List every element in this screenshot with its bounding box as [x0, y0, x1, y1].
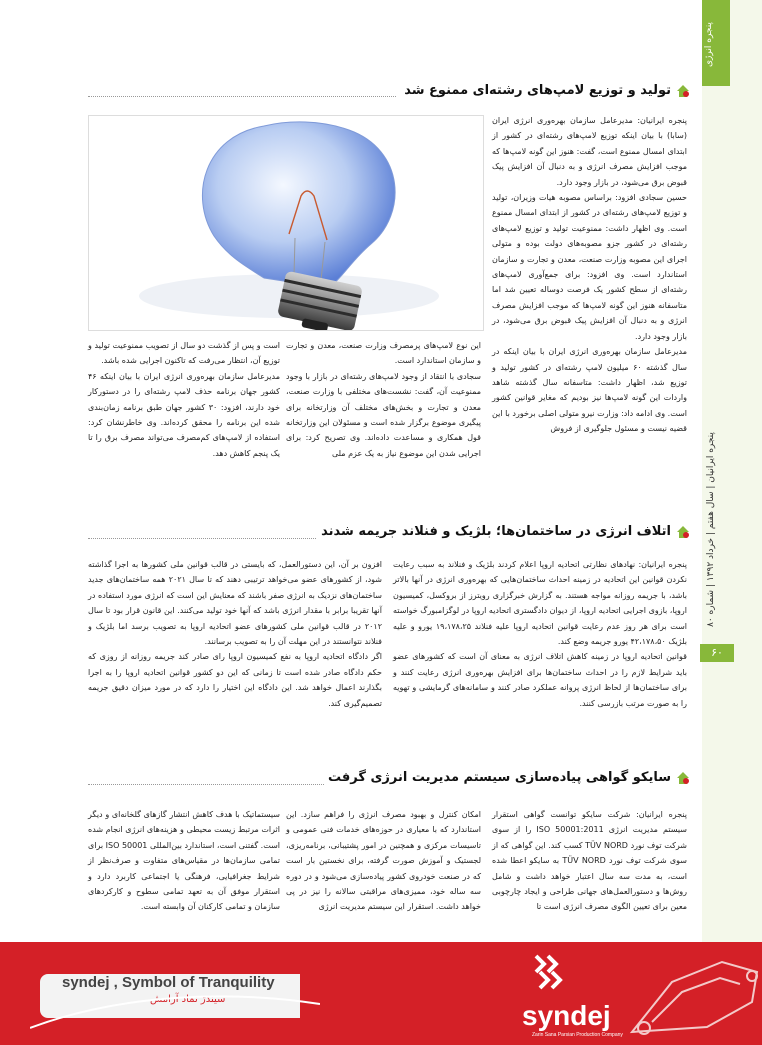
lightbulb-photo: [88, 115, 484, 331]
paragraph: سیستماتیک با هدف کاهش انتشار گازهای گلخانه‌ای و دیگر اثرات مرتبط زیست محیطی و هزینه‌های انرژی انجام شده است. گفتنی است، استاندارد بین‌المللی ISO 50001 برای تمامی سازمان‌ها در مقیاس‌های متفاوت و صرف‌نظر از شرایط جغرافیایی، فرهنگی یا اجتماعی کاربرد دارد و استقرار موفق آن به تعهد تمامی سطوح و کارکردهای سازمان و تمامی کارکنان آن وابسته است.: [88, 810, 280, 912]
article1-column-left: [88, 338, 280, 461]
article2-heading: [300, 524, 690, 539]
article3-heading: [300, 770, 690, 785]
article1-title: تولید و توزیع لامپ‌های رشته‌ای ممنوع شد: [404, 83, 671, 98]
paragraph: مدیرعامل سازمان بهره‌وری انرژی ایران با بیان اینکه در سال گذشته ۶۰ میلیون لامپ رشته‌ای در کشور تولید و توزیع شد، اظهار داشت: متاسفانه سال گذشته شاهد واردات این گونه لامپ‌ها نیز بودیم که مغایر قوانین کشور است. وی ادامه داد: وزارت نیرو متولی اصلی برخورد با این قضیه نیست و مسئول جلوگیری از فروش: [492, 347, 687, 434]
article3-column-left: [88, 807, 280, 915]
paragraph: پنجره ایرانیان: شرکت سایکو توانست گواهی استقرار سیستم مدیریت انرژی ISO 50001:2011 را از سوی شرکت توف نورد TÜV NORD کسب کند. این گواهی که از سوی شرکت توف نورد TÜV NORD به سایکو اعطا شده است، به مدت سه سال اعتبار خواهد داشت و شامل روش‌ها و دستورالعمل‌های جهانی طراحی و ایجاد چارچوبی معین برای تعیین الگوی مصرف انرژی است تا: [492, 810, 688, 912]
heading-divider: [88, 538, 316, 540]
paragraph: پنجره ایرانیان: مدیرعامل سازمان بهره‌وری انرژی ایران (سابا) با بیان اینکه توزیع لامپ‌های رشته‌ای در کشور از ابتدای امسال ممنوع است، گفت: هنوز این گونه لامپ‌ها که موجب افزایش مصرف انرژی و به دنبال آن افزایش پیک قبوض برق می‌شود، در بازار وجود دارد.: [492, 116, 687, 187]
house-bullet-icon: [676, 84, 690, 98]
article3-column-right: [492, 807, 687, 915]
article2-column-right: [393, 557, 687, 711]
paragraph: پنجره ایرانیان: نهادهای نظارتی اتحادیه اروپا اعلام کردند بلژیک و فنلاند به سبب رعایت نکردن قوانین این اتحادیه در زمینه احداث ساختمان‌هایی که بهره‌وری انرژی در آنها بالاتر باشد، با جریمه روزانه مواجه هستند. به گزارش خبرگزاری رویترز از بروکسل، کمیسیون اروپا، بازوی اجرایی اتحادیه اروپا، از دیوان دادگستری اتحادیه اروپا در لوگزامبورگ خواسته است برای هر روز عدم رعایت قوانین اتحادیه اروپا علیه فنلاند ۱۹،۱۷۸،۲۵ یورو و علیه بلژیک ۴۲،۱۷۸،۵۰ یورو جریمه وضع کند.: [393, 560, 687, 647]
heading-divider: [88, 784, 324, 786]
lightbulb-illustration: [89, 116, 483, 330]
page-number: ۶۰: [700, 644, 734, 662]
section-tab-label: پنجره انرژی: [704, 22, 714, 68]
article2-column-left: [88, 557, 382, 711]
paragraph: قوانین اتحادیه اروپا در زمینه کاهش اتلاف انرژی به معنای آن است که کشورهای عضو باید شرایط لازم را در احداث ساختمان‌ها برای افزایش بهره‌وری انرژی رعایت کنند و برای ساختمان‌ها از لحاظ انرژی پروانه عملکرد صادر کنند و سامانه‌های گرمایشی و تهویه را به صورت مرتب بازرسی کنند.: [393, 652, 687, 708]
swoosh-graphic: [30, 984, 320, 1034]
article1-column-mid: [286, 338, 481, 461]
paragraph: اگر دادگاه اتحادیه اروپا به نفع کمیسیون اروپا رای صادر کند جریمه روزانه از روزی که حکم دادگاه صادر شده است تا زمانی که این دو کشور قوانین اتحادیه اروپا را به اجرا بگذارند اعمال خواهد شد. این دادگاه این اختیار را دارد که در مورد میزان دقیق جریمه تصمیم‌گیری کند.: [88, 652, 382, 708]
article3-title: سایکو گواهی پیاده‌سازی سیستم مدیریت انرژی گرفت: [328, 770, 671, 785]
house-bullet-icon: [676, 771, 690, 785]
paragraph: حسین سجادی افزود: براساس مصوبه هیات وزیران، تولید و توزیع لامپ‌های رشته‌ای در کشور از ابتدای امسال ممنوع است. وی اظهار داشت: ممنوعیت تولید و توزیع لامپ‌های رشته‌ای در کشور جزو مصوبه‌های دولت بوده و متولی اجرای این مصوبه وزارت صنعت، معدن و تجارت و سازمان استاندارد است. وی افزود: برای جمع‌آوری لامپ‌های رشته‌ای از سطح کشور یک فرصت دوساله تعیین شد اما متاسفانه هنوز این گونه لامپ‌ها که موجب افزایش مصرف انرژی و به دنبال آن افزایش پیک قبوض برق می‌شود، در بازار وجود دارد.: [492, 193, 687, 341]
slogan-persian: سیندژ نماد آرامش: [150, 994, 226, 1005]
article1-column-right: [492, 113, 687, 437]
article3-column-mid: [286, 807, 481, 915]
paragraph: این نوع لامپ‌های پرمصرف وزارت صنعت، معدن و تجارت و سازمان استاندارد است.: [286, 341, 481, 366]
heading-divider: [88, 96, 396, 98]
paragraph: افزون بر آن، این دستورالعمل، که بایستی در قالب قوانین ملی کشورها به اجرا گذاشته شود، از کشورهای عضو می‌خواهد ترتیبی دهند که تا سال ۲۰۲۱ همه ساختمان‌های جدید ساختمان‌های نزدیک به انرژی صفر باشند که معنایش این است که انرژی مورد استفاده در آنها تقریبا برابر با مقدار انرژی باشد که آنها خود تولید می‌کنند. این قانون قرار بود تا سال ۲۰۱۲ در قالب قوانین ملی کشورهای عضو اتحادیه اروپا به تصویب برسد اما بلژیک و فنلاند نتوانستند در این مهلت آن را به تصویب برسانند.: [88, 560, 383, 647]
syndej-logo-icon: [532, 950, 572, 994]
footer-ad-banner: [0, 942, 762, 1045]
slogan-text: syndej , Symbol of Tranquility: [62, 974, 275, 991]
issue-line: پنجره ایرانیان | سال هفتم | خرداد ۱۳۹۲ | شماره ۸۰: [706, 432, 716, 628]
paragraph: است و پس از گذشت دو سال از تصویب ممنوعیت تولید و توزیع آن، انتظار می‌رفت که تاکنون اجرایی شده باشد.: [88, 341, 280, 366]
paragraph: سجادی با انتقاد از وجود لامپ‌های رشته‌ای در بازار با وجود ممنوعیت آن، گفت: نشست‌های مختلفی با وزارت صنعت، معدن و تجارت و بخش‌های مختلف آن وزارتخانه برای پیگیری موضوع برگزار شده است و مسئولان این وزارتخانه قول همکاری و مساعدت داده‌اند. وی تصریح کرد: برای اجرایی شدن این موضوع نیاز به یک عزم ملی: [286, 371, 481, 458]
paragraph: امکان کنترل و بهبود مصرف انرژی را فراهم سازد. این استاندارد که با معیاری در حوزه‌های خدمات فنی عمومی و تاسیسات مرکزی و همچنین در امور پشتیبانی، برنامه‌ریزی، لجستیک و آموزش صورت گرفته، برای نخستین بار است که در صنعت خودروی کشور پیاده‌سازی می‌شود و در دوره سه ساله خود، ممیزی‌های مراقبتی سالانه را نیز در پی خواهد داشت. استقرار این سیستم مدیریت انرژی: [286, 810, 481, 912]
section-tab: [702, 0, 730, 86]
company-name: Zarin Sana Parsian Production Company: [532, 1032, 623, 1038]
article2-title: اتلاف انرژی در ساختمان‌ها؛ بلژیک و فنلاند جریمه شدند: [321, 524, 671, 539]
product-drawing: [612, 942, 762, 1045]
paragraph: مدیرعامل سازمان بهره‌وری انرژی ایران با بیان اینکه ۴۶ کشور جهان برنامه حذف لامپ رشته‌ای را در دستورکار خود دارند، افزود: ۳۰ کشور جهان طبق برنامه زمان‌بندی شده این برنامه را محقق کرده‌اند. وی خاطرنشان کرد: استفاده از لامپ‌های کم‌مصرف می‌تواند مصرف برق را تا یک پنجم کاهش دهد.: [88, 371, 280, 458]
house-bullet-icon: [676, 525, 690, 539]
brand-logo-text: syndej: [522, 1000, 611, 1031]
